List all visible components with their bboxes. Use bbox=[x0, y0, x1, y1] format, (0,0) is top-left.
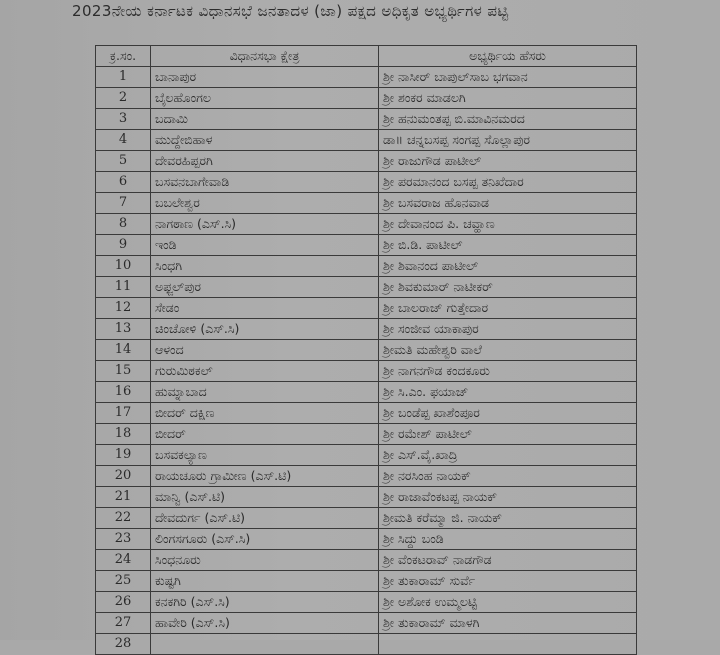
candidate-cell: ಶ್ರೀ ಸಿ.ಎಂ. ಫಯಾಜ್ bbox=[379, 382, 637, 403]
table-row bbox=[96, 508, 637, 529]
serial-cell: 28 bbox=[96, 634, 151, 655]
constituency-cell: ಚಿಂಚೋಳಿ (ಎಸ್.ಸಿ) bbox=[151, 319, 379, 340]
table-row bbox=[96, 235, 637, 256]
constituency-cell: ಸಿಂಧಗಿ bbox=[151, 256, 379, 277]
serial-cell: 8 bbox=[96, 214, 151, 235]
candidate-cell: ಶ್ರೀ ದೇವಾನಂದ ಪಿ. ಚವ್ಹಾಣ bbox=[379, 214, 637, 235]
candidate-cell: ಡಾ॥ ಚನ್ನಬಸಪ್ಪ ಸಂಗಪ್ಪ ಸೊಲ್ಲಾಪುರ bbox=[379, 130, 637, 151]
table-row bbox=[96, 613, 637, 634]
serial-cell: 4 bbox=[96, 130, 151, 151]
constituency-cell bbox=[151, 634, 379, 655]
candidate-cell: ಶ್ರೀ ಹನುಮಂತಪ್ಪ ಬಿ.ಮಾವಿನಮರದ bbox=[379, 109, 637, 130]
table-row bbox=[96, 382, 637, 403]
candidate-cell: ಶ್ರೀ ರಾಜುಗೌಡ ಪಾಟೀಲ್ bbox=[379, 151, 637, 172]
candidate-cell: ಶ್ರೀ ಅಶೋಕ ಉಮ್ಮಲಟ್ಟಿ bbox=[379, 592, 637, 613]
table-row bbox=[96, 256, 637, 277]
candidate-cell: ಶ್ರೀ ಎಸ್.ವೈ.ಖಾದ್ರಿ bbox=[379, 445, 637, 466]
table-row bbox=[96, 340, 637, 361]
serial-cell: 19 bbox=[96, 445, 151, 466]
document-title: 2023ನೇಯ ಕರ್ನಾಟಕ ವಿಧಾನಸಭೆ ಜನತಾದಳ (ಜಾ) ಪಕ್ಷದ ಅಧಿಕೃತ ಅಭ್ಯರ್ಥಿಗಳ ಪಟ್ಟಿ bbox=[72, 2, 509, 20]
header-candidate: ಅಭ್ಯರ್ಥಿಯ ಹೆಸರು bbox=[379, 46, 637, 67]
table-row bbox=[96, 403, 637, 424]
serial-cell: 11 bbox=[96, 277, 151, 298]
constituency-cell: ದೇವರಹಿಪ್ಪರಗಿ bbox=[151, 151, 379, 172]
serial-cell: 6 bbox=[96, 172, 151, 193]
candidate-cell: ಶ್ರೀ ಸಿದ್ದು ಬಂಡಿ bbox=[379, 529, 637, 550]
candidate-cell: ಶ್ರೀ ಶಿವಾನಂದ ಪಾಟೀಲ್ bbox=[379, 256, 637, 277]
constituency-cell: ಬಬಲೇಶ್ವರ bbox=[151, 193, 379, 214]
candidate-cell: ಶ್ರೀ ನರಸಿಂಹ ನಾಯಕ್ bbox=[379, 466, 637, 487]
table-row bbox=[96, 109, 637, 130]
constituency-cell: ಮಾನ್ವಿ (ಎಸ್.ಟಿ) bbox=[151, 487, 379, 508]
table-row bbox=[96, 151, 637, 172]
table-row bbox=[96, 319, 637, 340]
serial-cell: 3 bbox=[96, 109, 151, 130]
table-row bbox=[96, 445, 637, 466]
serial-cell: 25 bbox=[96, 571, 151, 592]
constituency-cell: ಇಂಡಿ bbox=[151, 235, 379, 256]
table-row bbox=[96, 361, 637, 382]
table-row bbox=[96, 571, 637, 592]
candidate-cell: ಶ್ರೀ ತುಕಾರಾಮ್ ಸುರ್ವೆ bbox=[379, 571, 637, 592]
table-row bbox=[96, 487, 637, 508]
constituency-cell: ಮುದ್ದೇಬಿಹಾಳ bbox=[151, 130, 379, 151]
table-row bbox=[96, 67, 637, 88]
table-row bbox=[96, 214, 637, 235]
constituency-cell: ಹಾವೇರಿ (ಎಸ್.ಸಿ) bbox=[151, 613, 379, 634]
serial-cell: 23 bbox=[96, 529, 151, 550]
constituency-cell: ನಾಗಠಾಣ (ಎಸ್.ಸಿ) bbox=[151, 214, 379, 235]
table-row bbox=[96, 172, 637, 193]
candidate-cell: ಶ್ರೀ ತುಕಾರಾಮ್ ಮಾಳಗಿ bbox=[379, 613, 637, 634]
serial-cell: 20 bbox=[96, 466, 151, 487]
serial-cell: 2 bbox=[96, 88, 151, 109]
constituency-cell: ಬಸವಕಲ್ಯಾಣ bbox=[151, 445, 379, 466]
candidate-cell: ಶ್ರೀ ರಮೇಶ್ ಪಾಟೀಲ್ bbox=[379, 424, 637, 445]
constituency-cell: ಸಿಂಧನೂರು bbox=[151, 550, 379, 571]
table-row bbox=[96, 298, 637, 319]
header-constituency: ವಿಧಾನಸಭಾ ಕ್ಷೇತ್ರ bbox=[151, 46, 379, 67]
serial-cell: 9 bbox=[96, 235, 151, 256]
table-row bbox=[96, 193, 637, 214]
candidate-table bbox=[95, 45, 637, 655]
candidate-cell: ಶ್ರೀ ಬಾಲರಾಜ್ ಗುತ್ತೇದಾರ bbox=[379, 298, 637, 319]
table-row bbox=[96, 424, 637, 445]
serial-cell: 18 bbox=[96, 424, 151, 445]
candidate-cell: ಶ್ರೀ ವೆಂಕಟರಾವ್ ನಾಡಗೌಡ bbox=[379, 550, 637, 571]
candidate-cell: ಶ್ರೀ ನಾಗನಗೌಡ ಕಂದಕೂರು bbox=[379, 361, 637, 382]
serial-cell: 27 bbox=[96, 613, 151, 634]
table-row bbox=[96, 88, 637, 109]
constituency-cell: ಬಸವನಬಾಗೇವಾಡಿ bbox=[151, 172, 379, 193]
table-row bbox=[96, 529, 637, 550]
serial-cell: 26 bbox=[96, 592, 151, 613]
table-row bbox=[96, 130, 637, 151]
candidate-cell: ಶ್ರೀ ಶಂಕರ ಮಾಡಲಗಿ bbox=[379, 88, 637, 109]
serial-cell: 10 bbox=[96, 256, 151, 277]
constituency-cell: ಸೇಡಂ bbox=[151, 298, 379, 319]
constituency-cell: ಬಾನಾಪುರ bbox=[151, 67, 379, 88]
constituency-cell: ದೇವದುರ್ಗ (ಎಸ್.ಟಿ) bbox=[151, 508, 379, 529]
constituency-cell: ಕನಕಗಿರಿ (ಎಸ್.ಸಿ) bbox=[151, 592, 379, 613]
candidate-cell: ಶ್ರೀ ಶಿವಕುಮಾರ್ ನಾಟೀಕರ್ bbox=[379, 277, 637, 298]
serial-cell: 12 bbox=[96, 298, 151, 319]
candidate-cell: ಶ್ರೀ ರಾಜಾವೆಂಕಟಪ್ಪ ನಾಯಕ್ bbox=[379, 487, 637, 508]
constituency-cell: ಬೀದರ್ bbox=[151, 424, 379, 445]
constituency-cell: ಬೀದರ್ ದಕ್ಷಿಣ bbox=[151, 403, 379, 424]
serial-cell: 24 bbox=[96, 550, 151, 571]
candidate-cell: ಶ್ರೀಮತಿ ಕರೆಮ್ಮಾ ಜಿ. ನಾಯಕ್ bbox=[379, 508, 637, 529]
constituency-cell: ಬದಾಮಿ bbox=[151, 109, 379, 130]
table-row bbox=[96, 592, 637, 613]
serial-cell: 1 bbox=[96, 67, 151, 88]
constituency-cell: ಲಿಂಗಸಗೂರು (ಎಸ್.ಸಿ) bbox=[151, 529, 379, 550]
serial-cell: 13 bbox=[96, 319, 151, 340]
serial-cell: 15 bbox=[96, 361, 151, 382]
candidate-cell: ಶ್ರೀ ಪರಮಾನಂದ ಬಸಪ್ಪ ತನಿಖೆದಾರ bbox=[379, 172, 637, 193]
candidate-cell: ಶ್ರೀ ಬಿ.ಡಿ. ಪಾಟೀಲ್ bbox=[379, 235, 637, 256]
candidate-cell: ಶ್ರೀ ಬಸವರಾಜ ಹೊನವಾಡ bbox=[379, 193, 637, 214]
serial-cell: 7 bbox=[96, 193, 151, 214]
candidate-cell: ಶ್ರೀ ಸಂಜೀವ ಯಾಕಾಪುರ bbox=[379, 319, 637, 340]
serial-cell: 17 bbox=[96, 403, 151, 424]
candidate-cell bbox=[379, 634, 637, 655]
constituency-cell: ಗುರುಮಿಠಕಲ್ bbox=[151, 361, 379, 382]
table-row bbox=[96, 634, 637, 655]
table-row bbox=[96, 466, 637, 487]
table-header-row bbox=[96, 46, 637, 67]
constituency-cell: ಬೈಲಹೊಂಗಲ bbox=[151, 88, 379, 109]
serial-cell: 16 bbox=[96, 382, 151, 403]
candidate-cell: ಶ್ರೀ ನಾಸೀರ್ ಬಾಪುಲ್‌ಸಾಬ ಭಗವಾನ bbox=[379, 67, 637, 88]
table-row bbox=[96, 277, 637, 298]
constituency-cell: ಕುಷ್ಟಗಿ bbox=[151, 571, 379, 592]
candidate-cell: ಶ್ರೀ ಬಂಡೆಪ್ಪ ಖಾಶೆಂಪೂರ bbox=[379, 403, 637, 424]
constituency-cell: ರಾಯಚೂರು ಗ್ರಾಮೀಣ (ಎಸ್.ಟಿ) bbox=[151, 466, 379, 487]
constituency-cell: ಅಫ್ಜಲ್‌ಪುರ bbox=[151, 277, 379, 298]
header-serial: ಕ್ರ.ಸಂ. bbox=[96, 46, 151, 67]
serial-cell: 5 bbox=[96, 151, 151, 172]
table-row bbox=[96, 550, 637, 571]
constituency-cell: ಆಳಂದ bbox=[151, 340, 379, 361]
serial-cell: 14 bbox=[96, 340, 151, 361]
serial-cell: 22 bbox=[96, 508, 151, 529]
serial-cell: 21 bbox=[96, 487, 151, 508]
constituency-cell: ಹುಮ್ನಾಬಾದ bbox=[151, 382, 379, 403]
candidate-cell: ಶ್ರೀಮತಿ ಮಹೇಶ್ವರಿ ವಾಲೆ bbox=[379, 340, 637, 361]
